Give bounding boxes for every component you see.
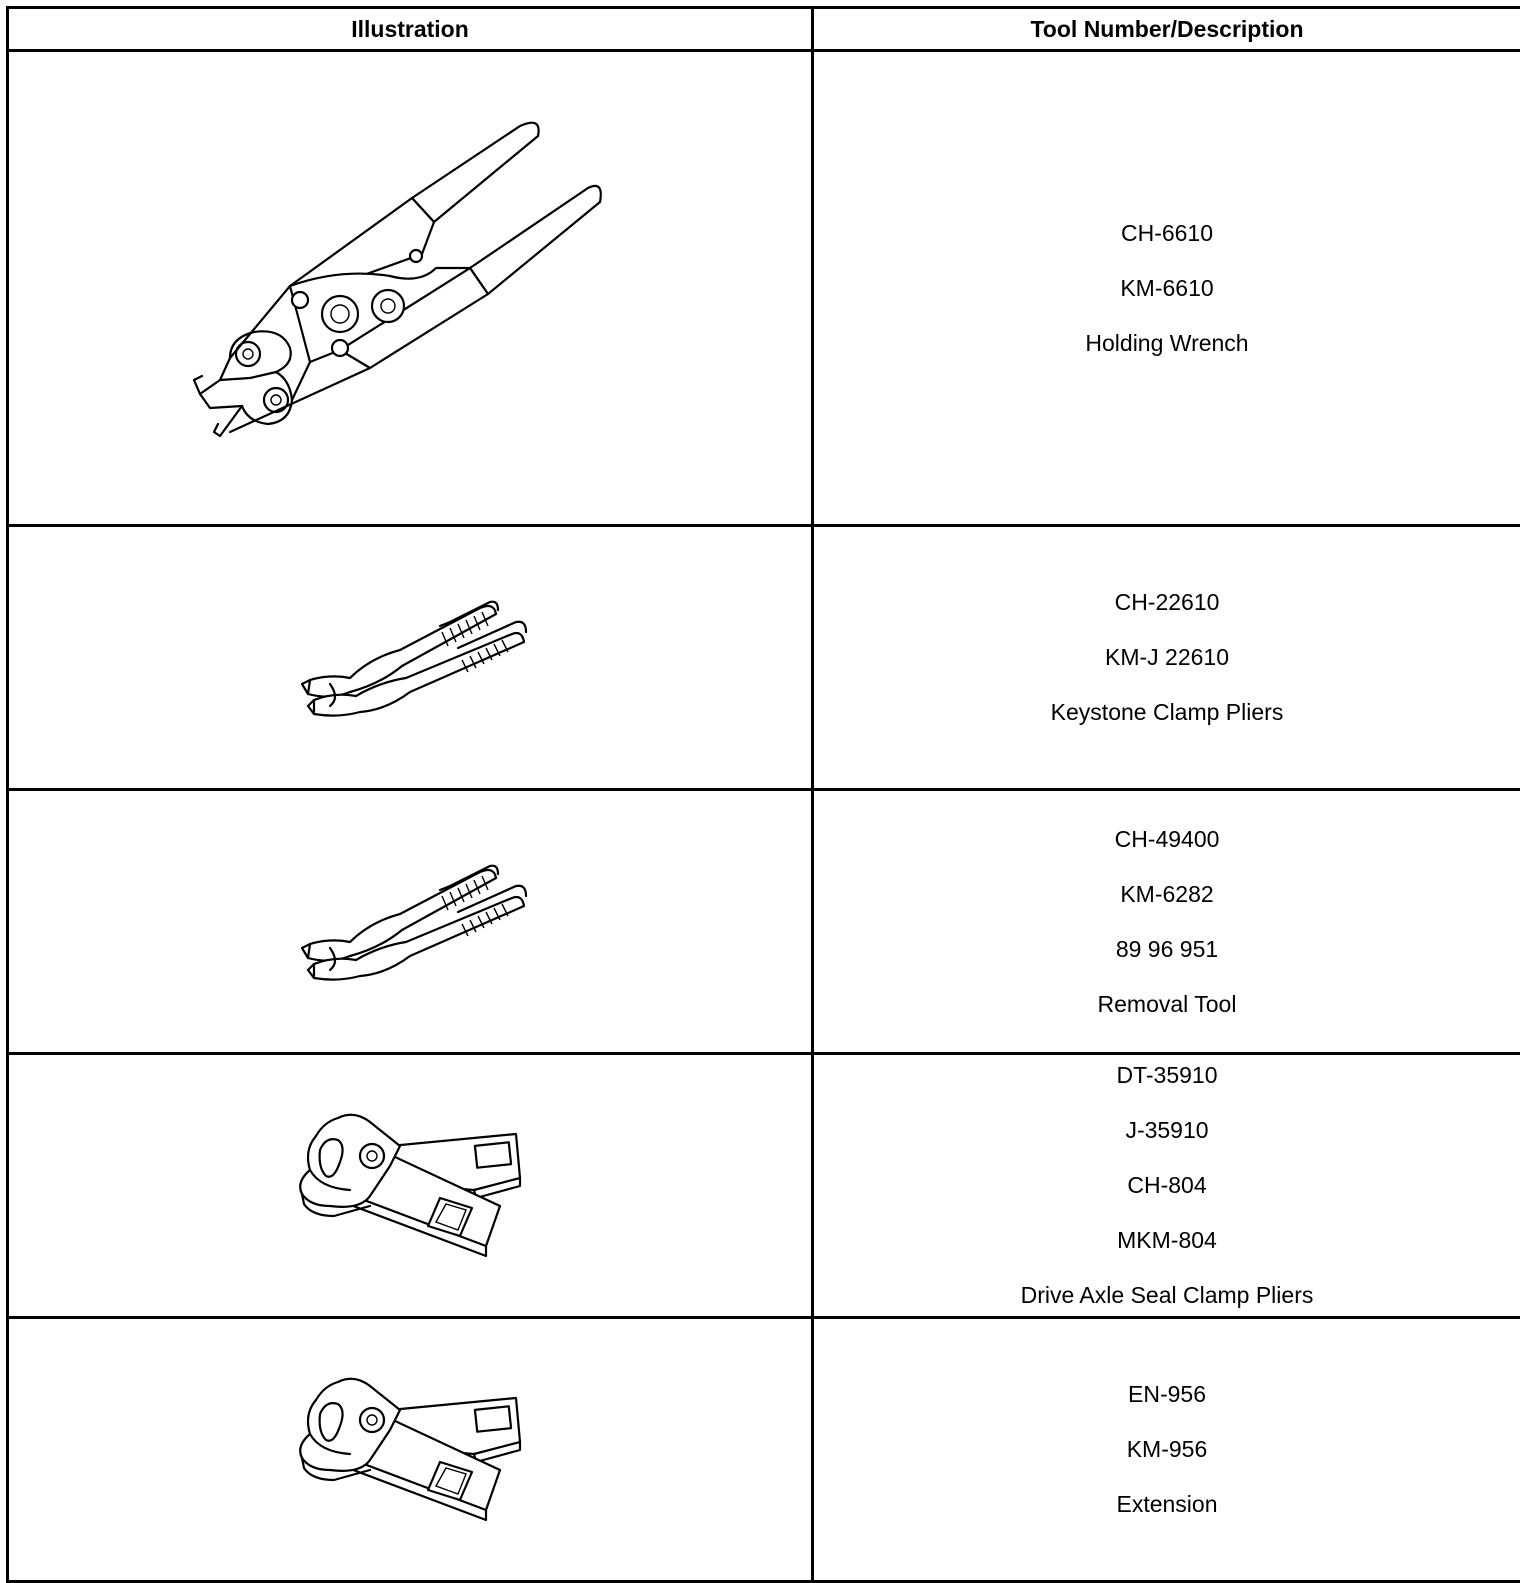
tool-number: KM-956 xyxy=(1127,1436,1208,1463)
tool-number: EN-956 xyxy=(1128,1381,1206,1408)
table-row xyxy=(8,1318,1520,1582)
tool-description: Extension xyxy=(1116,1491,1217,1518)
tool-number: CH-22610 xyxy=(1115,589,1220,616)
tool-number: MKM-804 xyxy=(1117,1227,1217,1254)
removal-tool-icon xyxy=(290,852,530,992)
tool-number: KM-6282 xyxy=(1120,881,1213,908)
header-tool-number-description: Tool Number/Description xyxy=(813,8,1520,51)
tool-number: KM-6610 xyxy=(1120,275,1213,302)
table-row xyxy=(8,1054,1520,1318)
tool-description: Removal Tool xyxy=(1098,991,1237,1018)
tool-description-cell xyxy=(813,790,1520,1054)
tool-number: CH-804 xyxy=(1127,1172,1206,1199)
illustration-cell xyxy=(8,526,813,790)
table-row xyxy=(8,526,1520,790)
tool-number: 89 96 951 xyxy=(1116,936,1218,963)
tool-description-cell xyxy=(813,1054,1520,1318)
tool-description: Keystone Clamp Pliers xyxy=(1051,699,1284,726)
tool-number: KM-J 22610 xyxy=(1105,644,1229,671)
extension-icon xyxy=(290,1370,530,1530)
tool-description-cell xyxy=(813,51,1520,526)
table-row xyxy=(8,51,1520,526)
illustration-cell xyxy=(8,1054,813,1318)
tool-description-cell xyxy=(813,526,1520,790)
tool-description-cell xyxy=(813,1318,1520,1582)
tool-number: CH-6610 xyxy=(1121,220,1213,247)
header-row xyxy=(8,8,1520,51)
table-row xyxy=(8,790,1520,1054)
holding-wrench-icon xyxy=(190,118,630,458)
drive-axle-seal-clamp-pliers-icon xyxy=(290,1106,530,1266)
illustration-cell xyxy=(8,790,813,1054)
header-illustration: Illustration xyxy=(8,8,813,51)
illustration-cell xyxy=(8,1318,813,1582)
tool-description: Holding Wrench xyxy=(1085,330,1248,357)
tool-number: J-35910 xyxy=(1125,1117,1208,1144)
special-tools-table xyxy=(6,6,1520,1583)
tool-description: Drive Axle Seal Clamp Pliers xyxy=(1021,1282,1314,1309)
keystone-clamp-pliers-icon xyxy=(290,588,530,728)
illustration-cell xyxy=(8,51,813,526)
tool-number: CH-49400 xyxy=(1115,826,1220,853)
tool-number: DT-35910 xyxy=(1116,1062,1217,1089)
